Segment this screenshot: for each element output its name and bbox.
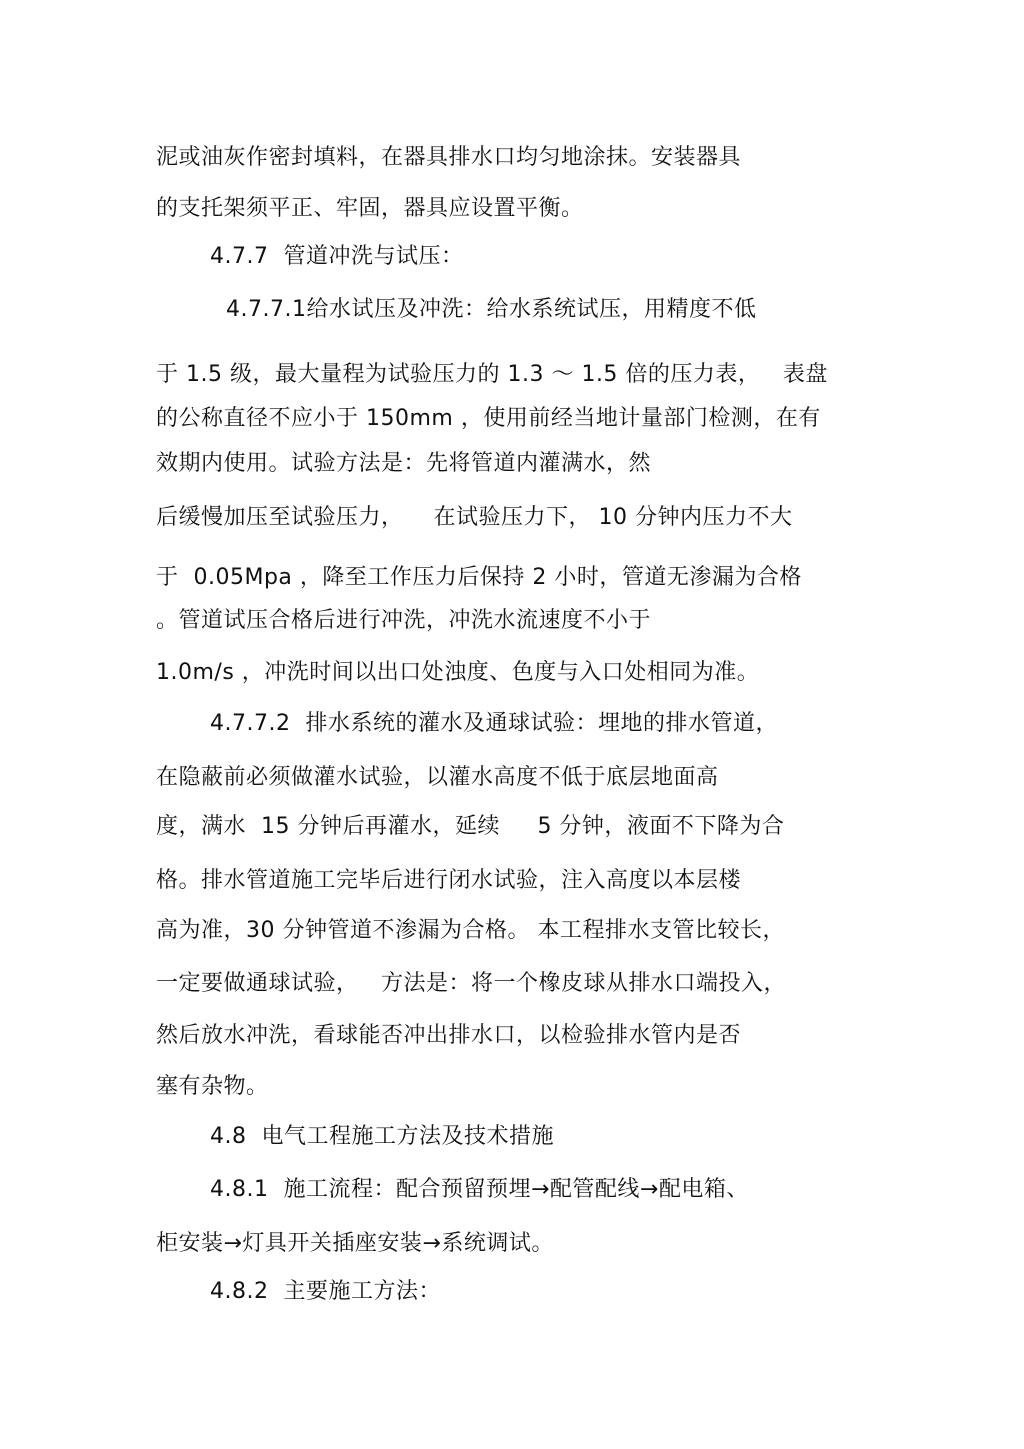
- text-line: 然后放水冲洗，看球能否冲出排水口，以检验排水管内是否: [156, 1023, 742, 1048]
- subsection-heading: 4.8.2 主要施工方法：: [210, 1279, 441, 1304]
- section-heading: 4.8 电气工程施工方法及技术措施: [210, 1124, 554, 1149]
- text-line: 。管道试压合格后进行冲洗，冲洗水流速度不小于: [156, 608, 652, 633]
- subsection-heading: 4.8.1 施工流程：配合预留预埋→配管配线→配电箱、: [210, 1177, 749, 1202]
- subsection-heading: 4.7.7.1给水试压及冲洗：给水系统试压，用精度不低: [226, 297, 757, 322]
- text-line: 效期内使用。试验方法是：先将管道内灌满水，然: [156, 451, 652, 476]
- text-line: 格。排水管道施工完毕后进行闭水试验，注入高度以本层楼: [156, 868, 742, 893]
- text-line: 塞有杂物。: [156, 1074, 269, 1099]
- section-heading: 4.7.7 管道冲洗与试压：: [210, 244, 464, 269]
- text-line: 一定要做通球试验， 方法是：将一个橡皮球从排水口端投入，: [156, 971, 786, 996]
- subsection-heading: 4.7.7.2 排水系统的灌水及通球试验：埋地的排水管道，: [210, 711, 778, 736]
- text-line: 度，满水 15 分钟后再灌水，延续 5 分钟，液面不下降为合: [156, 814, 785, 839]
- text-line: 后缓慢加压至试验压力， 在试验压力下， 10 分钟内压力不大: [156, 505, 793, 530]
- text-line: 柜安装→灯具开关插座安装→系统调试。: [156, 1231, 554, 1256]
- text-line: 于 0.05Mpa ，降至工作压力后保持 2 小时，管道无渗漏为合格: [156, 565, 802, 590]
- text-line: 在隐蔽前必须做灌水试验，以灌水高度不低于底层地面高: [156, 765, 719, 790]
- text-line: 高为准，30 分钟管道不渗漏为合格。 本工程排水支管比较长，: [156, 918, 785, 943]
- text-line: 1.0m/s ，冲洗时间以出口处浊度、色度与入口处相同为准。: [156, 660, 760, 685]
- text-line: 的公称直径不应小于 150mm ，使用前经当地计量部门检测，在有: [156, 406, 821, 431]
- text-line: 泥或油灰作密封填料，在器具排水口均匀地涂抹。安装器具: [156, 145, 742, 170]
- text-line: 于 1.5 级，最大量程为试验压力的 1.3 ～ 1.5 倍的压力表， 表盘: [156, 362, 828, 387]
- text-line: 的支托架须平正、牢固，器具应设置平衡。: [156, 196, 584, 221]
